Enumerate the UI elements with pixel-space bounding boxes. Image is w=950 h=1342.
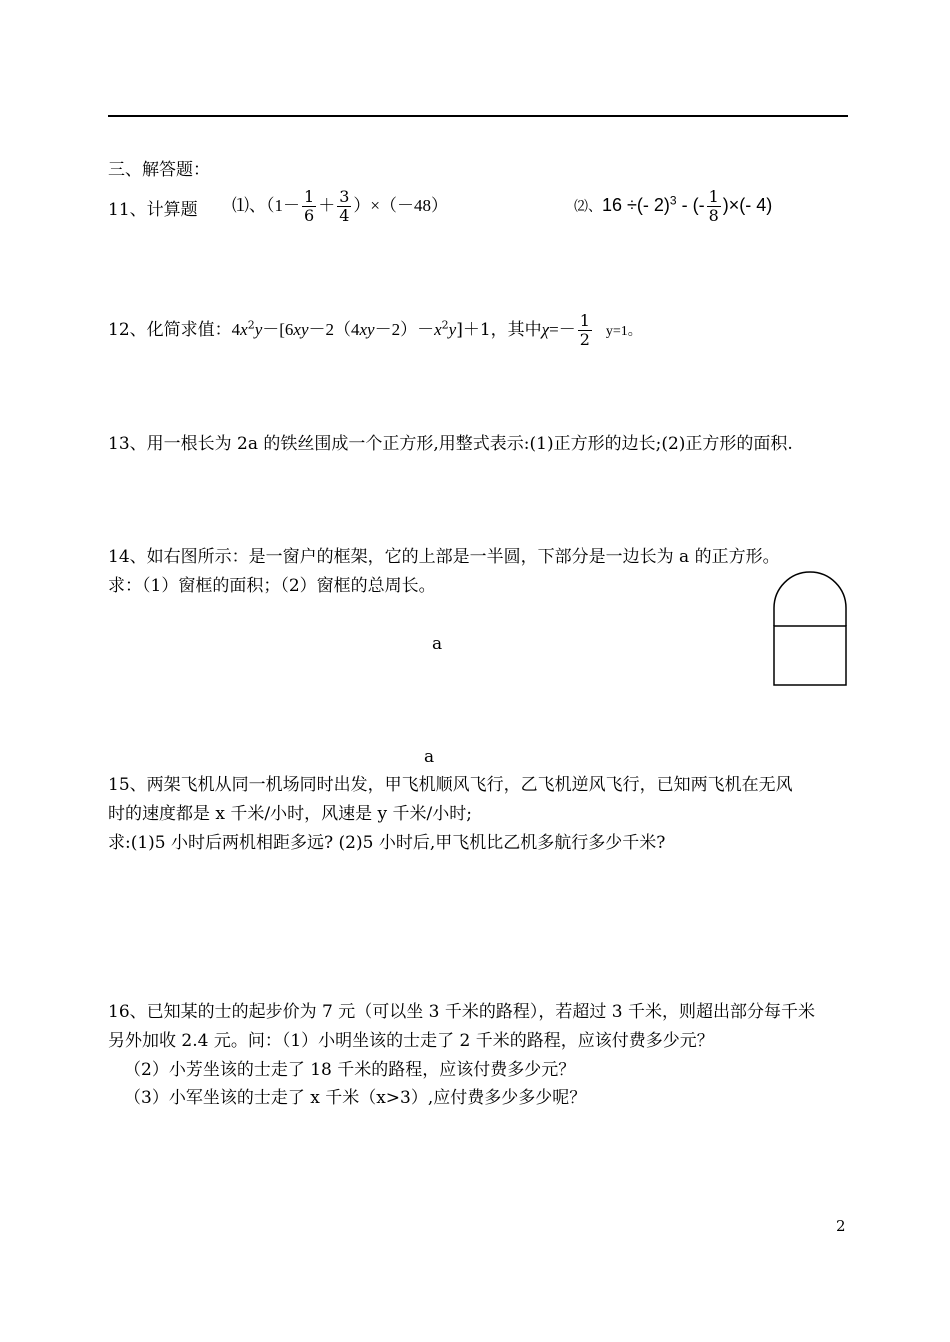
q14-label-a-1: a [432,634,443,654]
q11-p2-exponent: 3 [669,193,677,208]
q11-p1-tail: ）×（－48） [353,196,448,215]
q12-fraction [578,312,592,349]
q14-line1: 14、如右图所示：是一窗户的框架，它的上部是一半圆，下部分是一边长为 a 的正方形。 [108,547,780,567]
q11-p2-fraction [707,188,721,225]
q11-p2-label: ⑵、 [574,200,602,215]
q12-var-x-2: x [434,320,442,339]
q11-p1-fraction-2 [337,188,351,225]
q11-p1-label: ⑴、（1－ [232,196,300,215]
q12-var-y: y [254,320,263,339]
semicircle-arch [774,572,846,626]
fraction-denominator: 8 [708,206,719,225]
q11-p2-expr-a: 16 ÷(- 2) [602,195,670,215]
q16-line2: 另外加收 2.4 元。问：（1）小明坐该的士走了 2 千米的路程，应该付费多少元？ [108,1031,714,1051]
q12-x-eq: =－ [549,320,576,339]
q14-line2: 求：（1）窗框的面积；（2）窗框的总周长。 [108,576,436,596]
q12-expr-d: －[6 [262,320,294,339]
q12-coef: 4 [231,320,241,339]
window-frame-figure [770,568,850,690]
q16-line1: 16、已知某的士的起步价为 7 元（可以坐 3 千米的路程），若超过 3 千米，则超出部分每千米 [108,1002,816,1022]
fraction-numerator: 3 [339,187,350,206]
page-number: 2 [836,1217,846,1235]
q11-p1-fraction-1 [302,188,316,225]
square-frame [774,626,846,685]
q12-var-xy-1: xy [293,320,309,339]
q12-exp-1: 2 [247,318,255,332]
q11-part2 [574,188,772,225]
header-rule [108,115,848,117]
q12-var-xy-2: xy [359,320,375,339]
q16-line3: （2）小芳坐该的士走了 18 千米的路程，应该付费多少元？ [124,1060,576,1080]
q15-line1: 15、两架飞机从同一机场同时出发，甲飞机顺风飞行，乙飞机逆风飞行，已知两飞机在无风 [108,775,793,795]
fraction-numerator: 1 [579,311,590,330]
q11-p2-expr-c: )×(- 4) [722,195,773,215]
q12-exp-2: 2 [441,318,449,332]
q12-expr-f: －2（4 [308,320,360,339]
q12-expr-h: －2）－ [374,320,435,339]
q11-p1-plus: ＋ [318,196,336,215]
q11-p2-expr-b: - (- [676,195,705,215]
fraction-numerator: 1 [708,187,719,206]
q12-line [108,312,642,349]
q12-x-var: χ [541,320,550,339]
fraction-denominator: 6 [304,206,315,225]
q11-part1 [232,188,448,225]
q12-label: 12、化简求值： [108,320,232,340]
q16-line4: （3）小军坐该的士走了 x 千米（x>3）,应付费多少多少呢？ [124,1088,587,1108]
q12-var-x: x [240,320,248,339]
q13-text: 13、用一根长为 2a 的铁丝围成一个正方形,用整式表示:(1)正方形的边长;(2)正方形的面积. [108,434,793,454]
q15-line3: 求:(1)5 小时后两机相距多远? (2)5 小时后,甲飞机比乙机多航行多少千米? [108,833,666,853]
fraction-denominator: 4 [339,206,350,225]
fraction-denominator: 2 [579,330,590,349]
q14-label-a-2: a [424,747,435,767]
section-title: 三、解答题： [108,160,210,180]
q11-label: 11、计算题 [108,200,198,220]
q12-y-part: y=1。 [605,324,642,339]
q12-var-y-2: y [448,320,457,339]
q15-line2: 时的速度都是 x 千米/小时，风速是 y 千米/小时; [108,804,472,824]
q12-expr-k: ]＋1，其中 [456,320,542,340]
fraction-numerator: 1 [304,187,315,206]
